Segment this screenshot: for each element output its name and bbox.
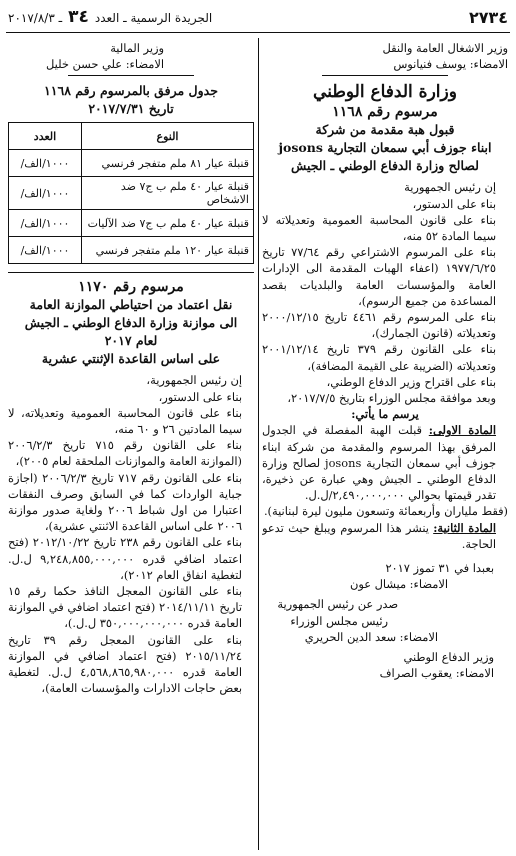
page-header [8, 6, 508, 28]
decree-1168-title-line: قبول هبة مقدمة من شركة [315, 122, 455, 138]
decree-1168-title-line: لصالح وزارة الدفاع الوطني ـ الجيش [291, 158, 479, 174]
issue-date: ـ ٢٠١٧/٨/٣ [8, 11, 63, 25]
done-at: بعبدا في ٣١ تموز ٢٠١٧ [385, 561, 494, 576]
decree-1170-title-line: على اساس القاعدة الإثنتي عشرية [41, 351, 221, 367]
pm-signature: الامضاء: سعد الدين الحريري [304, 629, 438, 644]
preamble-paragraph: بناء على الدستور، [158, 389, 242, 404]
preamble-paragraph: بناء على القانون المعجل النافذ حكما رقم ١٥ تاريخ ٢٠١٤/١١/١١ (فتح اعتماد اضافي في الموازنة العامة قدره ٣٥٠,٠٠٠,٠٠٠,٠٠٠ ل.ل.)، [8, 584, 242, 631]
table-cell-type: قنبلة عيار ٤٠ ملم ب ج٧ ضد الاشخاص [82, 177, 254, 210]
column-header: النوع [82, 123, 254, 150]
article-2-text: ينشر هذا المرسوم ويبلغ حيث تدعو الحاجة. [262, 520, 496, 551]
decree-1170-title-line: لعام ٢٠١٧ [104, 333, 158, 349]
table-cell-count: /١٠٠٠/الف [9, 150, 82, 177]
gazette-name: الجريدة الرسمية ـ العدد [94, 11, 213, 25]
decrees-line: يرسم ما يأتي: [351, 407, 419, 422]
right-column [262, 40, 508, 850]
article-2-label: المادة الثانية: [433, 520, 496, 535]
issued-by: صدر عن رئيس الجمهورية [277, 597, 398, 612]
preamble-paragraph: بناء على قانون المحاسبة العمومية وتعديلاته، لا سيما المادتين ٢٦ و ٦٠ منه، [8, 405, 242, 437]
preamble-paragraph: بناء على المرسوم الاشتراعي رقم ٧٧/٦٤ تاريخ ١٩٧٧/٦/٢٥ (اعفاء الهبات المقدمة الى الإدارات العامة والمؤسسات العامة والبلديات بقصد المساعدة من جميع الرسوم)، [262, 245, 496, 308]
table-cell-count: /١٠٠٠/الف [9, 177, 82, 210]
minister-public-works-signature: الامضاء: يوسف فنيانوس [393, 57, 508, 72]
minister-finance-title: وزير المالية [110, 41, 164, 55]
preamble-paragraph: بناء على القانون رقم ٣٧٩ تاريخ ٢٠٠١/١٢/١٤ وتعديلاته (الضريبة على القيمة المضافة)، [262, 342, 497, 373]
column-header: العدد [9, 123, 82, 150]
article-2 [262, 520, 508, 552]
table-cell-count: /١٠٠٠/الف [9, 237, 82, 264]
decree-1170-title-line: نقل اعتماد من احتياطي الموازنة العامة [29, 297, 233, 313]
defense-minister-signature: الامضاء: يعقوب الصراف [379, 666, 494, 681]
table-cell-type: قنبلة عيار ٨١ ملم متفجر فرنسي [82, 150, 254, 177]
annex-table-title: جدول مرفق بالمرسوم رقم ١١٦٨ [44, 83, 218, 99]
preamble-paragraph: بناء على القانون المعجل رقم ٣٩ تاريخ ٢٠١٥/١١/٢٤ (فتح اعتماد اضافي في الموازنة العامة قدره ٤,٥٦٨,٨٦٥,٩٨٠,٠٠٠ ل.ل. لتغطية بعض حاجات الادارات والمؤسسات العامة)، [8, 632, 242, 696]
president-signature: الامضاء: ميشال عون [349, 577, 448, 592]
header-rule [6, 32, 510, 33]
separator [8, 272, 254, 273]
separator [322, 75, 448, 76]
decree-1170-title-line: الى موازنة وزارة الدفاع الوطني ـ الجيش [24, 315, 238, 331]
article-1-label: المادة الاولى: [428, 423, 497, 438]
left-column [8, 40, 254, 850]
defense-minister-title: وزير الدفاع الوطني [403, 650, 494, 665]
separator [68, 75, 194, 76]
ministry-heading: وزارة الدفاع الوطني [313, 82, 457, 103]
preamble-paragraph: إن رئيس الجمهورية [404, 180, 496, 195]
pm-title: رئيس مجلس الوزراء [290, 613, 388, 628]
table-row [9, 210, 254, 237]
minister-finance-signature: الامضاء: علي حسن خليل [46, 57, 164, 72]
running-head [8, 7, 212, 27]
column-divider [258, 38, 259, 850]
page-number: ٢٧٣٤ [468, 7, 508, 27]
issue-number: ٣٤ [68, 7, 89, 27]
table-cell-type: قنبلة عيار ٤٠ ملم ب ج٧ ضد الآليات [82, 210, 254, 237]
annex-table-date: تاريخ ٢٠١٧/٧/٣١ [88, 101, 174, 117]
preamble-paragraph: إن رئيس الجمهورية، [146, 373, 242, 388]
preamble-paragraph: بناء على القانون رقم ٧١٧ تاريخ ٢٠٠٦/٢/٣ (اجازة جباية الواردات كما في السابق وصرف النفقات اعتبارا من اول شباط ٢٠٠٦ ولغاية صدور موازنة ٢٠٠٦ على اساس القاعدة الاثنتي عشرية)، [8, 470, 243, 534]
preamble-paragraph: بناء على قانون المحاسبة العمومية وتعديلاته لا سيما المادة ٥٢ منه، [262, 212, 496, 244]
decree-1170-number: مرسوم رقم ١١٧٠ [78, 279, 184, 296]
annex-table [8, 122, 254, 264]
preamble-paragraph: بناء على القانون رقم ٢٣٨ تاريخ ٢٠١٢/١٠/٢٢ (فتح اعتماد اضافي قدره ٩,٢٤٨,٨٥٥,٠٠٠,٠٠٠ ل.ل. لتغطية انفاق العام ٢٠١٢)، [8, 535, 242, 582]
preamble-paragraph: بناء على القانون رقم ٧١٥ تاريخ ٢٠٠٦/٢/٣ (الموازنة العامة والموازنات الملحقة لعام ٢٠٠٥)، [8, 438, 243, 469]
table-row [9, 177, 254, 210]
table-row [9, 237, 254, 264]
preamble-paragraph: بناء على الدستور، [412, 196, 496, 211]
decree-1168-title-line: ابناء جوزف أبي سمعان التجارية josons [278, 140, 492, 156]
decree-1168-number: مرسوم رقم ١١٦٨ [332, 104, 438, 121]
preamble-paragraph: وبعد موافقة مجلس الوزراء بتاريخ ٢٠١٧/٧/٥، [287, 391, 496, 406]
table-row [9, 150, 254, 177]
article-1-note: (فقط ملياران وأربعمائة وتسعون مليون ليرة لبنانية). [263, 504, 508, 519]
article-1-text: قبلت الهبة المفصلة في الجدول المرفق بهذا المرسوم والمقدمة من شركة ابناء جوزف أبي سمعان التجارية josons لصالح وزارة الدفاع الوطني ـ الجيش وهي عبارة عن ذخيرة، تقدر قيمتها بحوالي ٢,٤٩٠,٠٠٠,٠٠٠/ل.ل. [262, 423, 496, 503]
table-cell-type: قنبلة عيار ١٢٠ ملم متفجر فرنسي [82, 237, 254, 264]
preamble-paragraph: بناء على اقتراح وزير الدفاع الوطني، [326, 374, 496, 389]
article-1 [262, 422, 508, 503]
minister-public-works-title: وزير الاشغال العامة والنقل [382, 41, 508, 55]
preamble-paragraph: بناء على المرسوم رقم ٤٤٦١ تاريخ ٢٠٠٠/١٢/١٥ وتعديلاته (قانون الجمارك)، [262, 310, 497, 341]
table-cell-count: /١٠٠٠/الف [9, 210, 82, 237]
